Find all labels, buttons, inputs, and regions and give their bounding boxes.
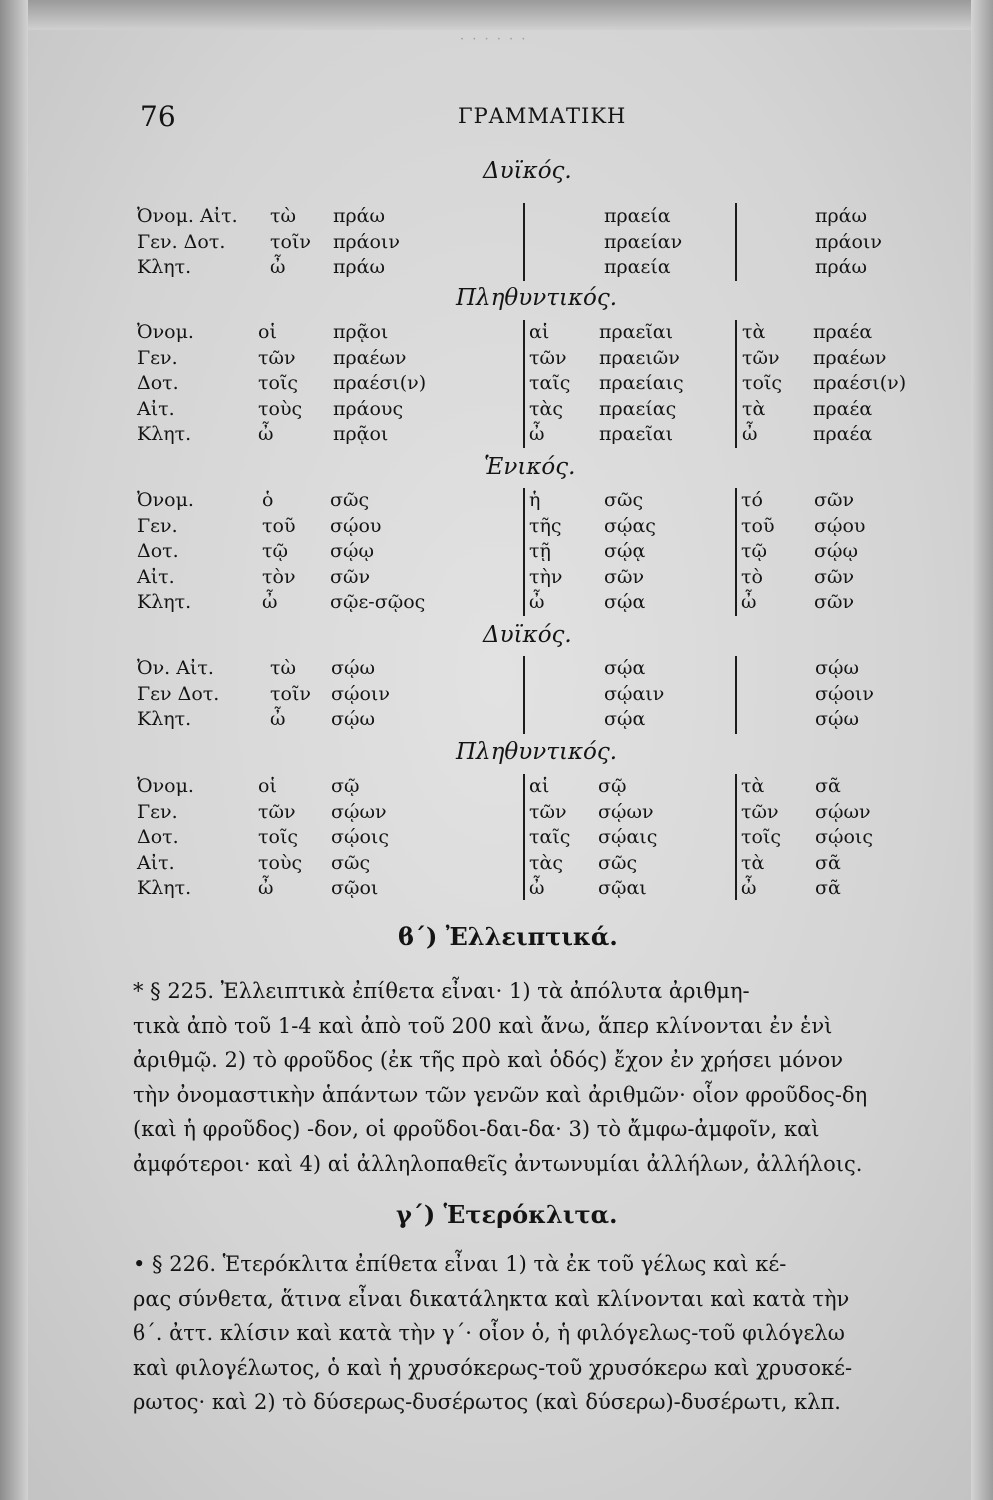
subheading-plural: Πληθυντικός. [456, 739, 618, 765]
case-labels: Ὀνομ. Γεν. Δοτ. Αἰτ. Κλητ. [137, 489, 194, 613]
column-divider [735, 320, 737, 448]
neut-forms: σῶν σῴου σῴῳ σῶν σῶν [814, 489, 866, 613]
masc-forms: σῴω σῴοιν σῴω [331, 657, 390, 730]
section-title-eteroklita: γ´) Ἑτερόκλιτα. [396, 1200, 618, 1229]
column-divider [735, 656, 737, 734]
fem-forms: πραεῖαι πραειῶν πραείαις πραείας πραεῖαι [599, 321, 684, 445]
masc-articles: τὼ τοῖν ὦ [270, 205, 311, 278]
page-right-edge [971, 0, 993, 1500]
bleed-through-text: · · · · · · [460, 32, 528, 47]
column-divider [523, 488, 525, 616]
neut-articles: τὰ τῶν τοῖς τὰ ὦ [741, 775, 782, 899]
paragraph-226: • § 226. Ἑτερόκλιτα ἐπίθετα εἶναι 1) τὰ ἐκ τοῦ γέλως καὶ κέ- ρας σύνθετα, ἅτινα εἶναι δικατάληκτα καὶ κλίνονται καὶ κατὰ τὴν ϐ´. ἀττ. κλίσιν καὶ κατὰ τὴν γ´· οἷον ὁ, ἡ φιλόγελως-τοῦ φιλόγελω καὶ φιλογέλωτος, ὁ καὶ ἡ χρυσόκερως-τοῦ χρυσόκερω καὶ χρυσοκέ- ρωτος· καὶ 2) τὸ δύσερως-δυσέρωτος (καὶ δύσερω)-δυσέρωτι, κλπ. [133, 1252, 853, 1414]
subheading-dual: Δυϊκός. [483, 622, 572, 648]
page-left-edge [0, 0, 28, 1500]
paragraph-225: * § 225. Ἐλλειπτικὰ ἐπίθετα εἶναι· 1) τὰ ἀπόλυτα ἀριθμη- τικὰ ἀπὸ τοῦ 1-4 καὶ ἀπὸ τοῦ 200 καὶ ἄνω, ἅπερ κλίνονται ἐν ἑνὶ ἀριθμῷ. 2) τὸ φροῦδος (ἐκ τῆς πρὸ καὶ ὁδός) ἔχον ἐν χρήσει μόνον τὴν ὀνομαστικὴν ἁπάντων τῶν γενῶν καὶ ἀριθμῶν· οἷον φροῦδος-δη (καὶ ἡ φροῦδος) -δον, οἱ φροῦδοι-δαι-δα· 3) τὸ ἄμφω-ἀμφοῖν, καὶ ἀμφότεροι· καὶ 4) αἱ ἀλληλοπαθεῖς ἀντωνυμίαι ἀλλήλων, ἀλλήλοις. [133, 979, 868, 1176]
subheading-dual: Δυϊκός. [483, 158, 572, 184]
column-divider [735, 488, 737, 616]
column-divider [523, 774, 525, 900]
fem-articles: αἱ τῶν ταῖς τὰς ὦ [529, 775, 571, 899]
masc-articles: τὼ τοῖν ὦ [270, 657, 311, 730]
masc-articles: οἱ τῶν τοῖς τοὺς ὦ [258, 321, 303, 445]
running-head: ΓΡΑΜΜΑΤΙΚΗ [458, 104, 627, 128]
masc-forms: σῶς σῴου σῴῳ σῶν σῷε-σῷος [330, 489, 426, 613]
page-top-edge [0, 0, 993, 30]
fem-articles: αἱ τῶν ταῖς τὰς ὦ [529, 321, 571, 445]
case-labels: Ὀνομ. Αἰτ. Γεν. Δοτ. Κλητ. [137, 205, 238, 278]
case-labels: Ὀνομ. Γεν. Δοτ. Αἰτ. Κλητ. [137, 321, 194, 445]
fem-forms: πραεία πραείαν πραεία [604, 205, 683, 278]
neut-forms: σᾶ σῴων σῴοις σᾶ σᾶ [815, 775, 873, 899]
case-labels: Ὀν. Αἰτ. Γεν Δοτ. Κλητ. [137, 657, 220, 730]
column-divider [523, 320, 525, 448]
masc-forms: πράω πράοιν πράω [333, 205, 400, 278]
neut-articles: τὰ τῶν τοῖς τὰ ὦ [742, 321, 783, 445]
column-divider [523, 656, 525, 734]
column-divider [735, 203, 737, 281]
neut-articles: τό τοῦ τῷ τὸ ὦ [741, 489, 775, 613]
section-title-elleiptika: ϐ´) Ἐλλειπτικά. [398, 922, 618, 951]
subheading-plural: Πληθυντικός. [456, 285, 618, 311]
masc-articles: οἱ τῶν τοῖς τοὺς ὦ [258, 775, 303, 899]
neut-forms: πραέα πραέων πραέσι(ν) πραέα πραέα [813, 321, 907, 445]
masc-forms: σῷ σῴων σῴοις σῶς σῷοι [331, 775, 389, 899]
fem-forms: σῴα σῴαιν σῴα [604, 657, 665, 730]
fem-forms: σῶς σῴας σῴᾳ σῶν σῴα [604, 489, 656, 613]
neut-forms: σῴω σῴοιν σῴω [815, 657, 874, 730]
neut-forms: πράω πράοιν πράω [815, 205, 882, 278]
fem-forms: σῷ σῴων σῴαις σῶς σῷαι [598, 775, 658, 899]
column-divider [735, 774, 737, 900]
case-labels: Ὀνομ. Γεν. Δοτ. Αἰτ. Κλητ. [137, 775, 194, 899]
masc-forms: πρᾷοι πραέων πραέσι(ν) πράους πρᾷοι [333, 321, 427, 445]
page-number: 76 [140, 100, 176, 133]
masc-articles: ὁ τοῦ τῷ τὸν ὦ [262, 489, 296, 613]
subheading-singular: Ἑνικός. [484, 454, 576, 480]
fem-articles: ἡ τῆς τῇ τὴν ὦ [529, 489, 563, 613]
column-divider [523, 203, 525, 281]
